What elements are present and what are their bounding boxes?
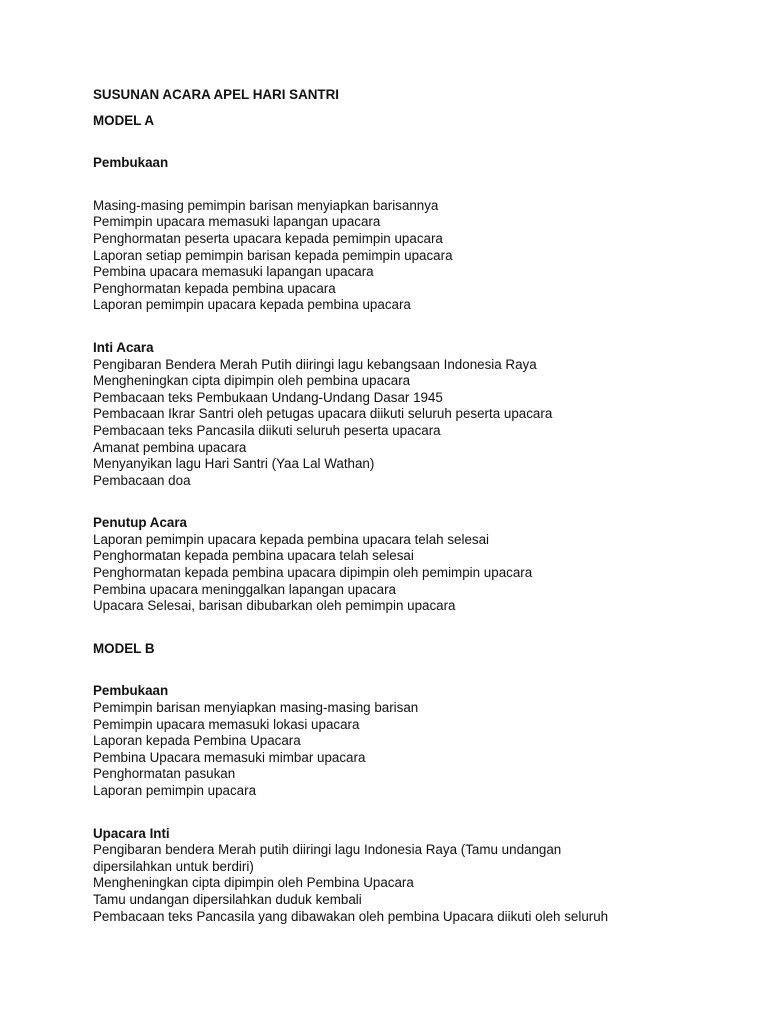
document-page: [93, 87, 743, 925]
document-title: SUSUNAN ACARA APEL HARI SANTRI: [93, 87, 339, 102]
model-b-label: MODEL B: [93, 640, 155, 656]
list-item: Penghormatan kepada pembina upacara dipimpin oleh pemimpin upacara: [93, 565, 533, 581]
list-item: Penghormatan pasukan: [93, 766, 236, 782]
model-b-upacara-inti-list: [93, 842, 609, 925]
list-item: Pembacaan Ikrar Santri oleh petugas upacara diikuti seluruh peserta upacara: [93, 406, 553, 422]
list-item: Masing-masing pemimpin barisan menyiapkan barisannya: [93, 197, 439, 213]
model-a-penutup-acara-list: [93, 532, 743, 615]
list-item: Pembina upacara memasuki lapangan upacara: [93, 264, 374, 280]
list-item: Pembina upacara meninggalkan lapangan upacara: [93, 581, 396, 597]
list-item: Pengibaran Bendera Merah Putih diiringi lagu kebangsaan Indonesia Raya: [93, 356, 537, 372]
list-item: Laporan setiap pemimpin barisan kepada pemimpin upacara: [93, 247, 453, 263]
list-item: Pembina Upacara memasuki mimbar upacara: [93, 749, 366, 765]
list-item: Pengibaran bendera Merah putih diiringi lagu Indonesia Raya (Tamu undangan dipersilahkan untuk berdiri): [93, 842, 562, 874]
list-item: Menyanyikan lagu Hari Santri (Yaa Lal Wathan): [93, 456, 375, 472]
list-item: Penghormatan kepada pembina upacara: [93, 280, 336, 296]
list-item: Amanat pembina upacara: [93, 439, 247, 455]
list-item: Laporan pemimpin upacara kepada pembina upacara: [93, 297, 411, 313]
list-item: Pemimpin upacara memasuki lokasi upacara: [93, 716, 360, 732]
list-item: Pembacaan teks Pancasila yang dibawakan oleh pembina Upacara diikuti oleh seluruh: [93, 908, 609, 924]
model-a-label: MODEL A: [93, 112, 155, 128]
list-item: Pembacaan doa: [93, 472, 191, 488]
list-item: Laporan pemimpin upacara kepada pembina upacara telah selesai: [93, 531, 490, 547]
list-item: Upacara Selesai, barisan dibubarkan oleh pemimpin upacara: [93, 598, 456, 614]
list-item: Pemimpin upacara memasuki lapangan upacara: [93, 214, 381, 230]
model-a-pembukaan-list: [93, 198, 743, 314]
list-item: Laporan kepada Pembina Upacara: [93, 733, 301, 749]
list-item: Laporan pemimpin upacara: [93, 783, 257, 798]
list-item: Pemimpin barisan menyiapkan masing-masing barisan: [93, 700, 419, 716]
list-item: Mengheningkan cipta dipimpin oleh Pembina Upacara: [93, 875, 414, 891]
list-item: Pembacaan teks Pancasila diikuti seluruh peserta upacara: [93, 422, 441, 438]
list-item: Tamu undangan dipersilahkan duduk kembali: [93, 891, 362, 907]
model-a-penutup-acara-heading: Penutup Acara: [93, 515, 188, 531]
model-b-upacara-inti-heading: Upacara Inti: [93, 825, 170, 841]
list-item: Penghormatan peserta upacara kepada pemimpin upacara: [93, 230, 443, 246]
list-item: Pembacaan teks Pembukaan Undang-Undang Dasar 1945: [93, 389, 443, 405]
list-item: Penghormatan kepada pembina upacara telah selesai: [93, 548, 414, 564]
model-a-inti-acara-heading: Inti Acara: [93, 339, 154, 355]
model-a-pembukaan-heading: Pembukaan: [93, 155, 169, 171]
model-b-pembukaan-heading: Pembukaan: [93, 683, 169, 699]
model-a-inti-acara-list: [93, 357, 743, 490]
model-b-pembukaan-list: [93, 700, 743, 800]
list-item: Mengheningkan cipta dipimpin oleh pembina upacara: [93, 373, 411, 389]
